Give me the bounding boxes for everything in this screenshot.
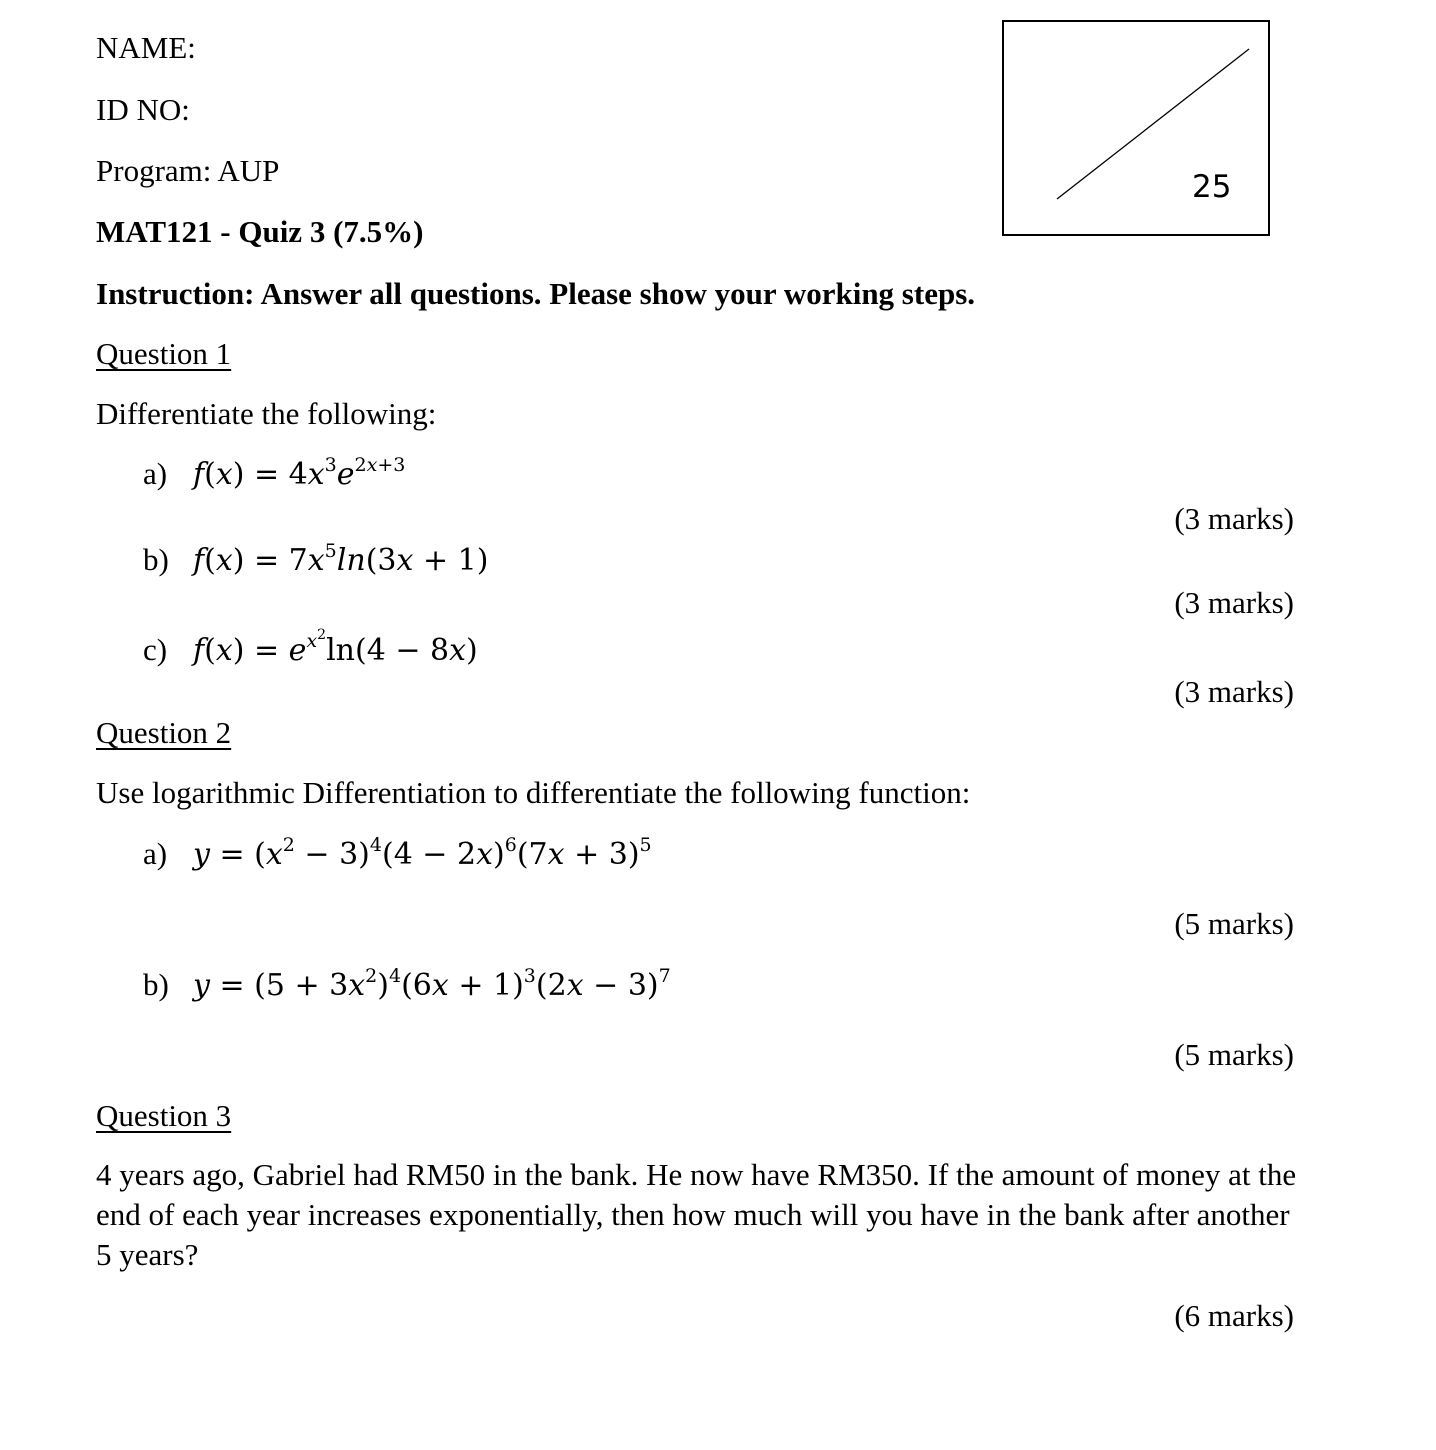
question-3-marks: (6 marks)	[1174, 1298, 1294, 1333]
q1-part-a-expression: $f(x) = 4x^3e^{2x+3}$	[193, 454, 406, 492]
question-2-prompt: Use logarithmic Differentiation to differentiate the following function:	[96, 775, 971, 810]
q2-part-a	[143, 834, 652, 872]
q1-part-a-label: a)	[143, 456, 168, 491]
question-1-prompt: Differentiate the following:	[96, 396, 437, 431]
q1-part-a-marks: (3 marks)	[1174, 501, 1294, 536]
question-3-text: 4 years ago, Gabriel had RM50 in the bank. He now have RM350. If the amount of money at the end of each year increases exponentially, then how much will you have in the bank after another 5 years?	[96, 1157, 1297, 1272]
q2-part-b-expression: $y = (5 + 3x^2)^4(6x + 1)^3(2x - 3)^7$	[193, 965, 671, 1003]
score-total: 25	[1192, 169, 1232, 205]
q2-part-a-marks: (5 marks)	[1174, 906, 1294, 941]
q1-part-c-expression: $f(x) = e^{x^2}\ln(4 - 8x)$	[193, 627, 478, 668]
q1-part-c-label: c)	[143, 632, 168, 667]
id-label: ID NO:	[96, 92, 190, 127]
q1-part-c-marks: (3 marks)	[1174, 674, 1294, 709]
q2-part-b	[143, 965, 671, 1003]
name-label: NAME:	[96, 30, 196, 65]
q1-part-c	[143, 627, 478, 668]
q1-part-b-marks: (3 marks)	[1174, 585, 1294, 620]
score-box	[1002, 20, 1270, 236]
q1-part-b-expression: $f(x) = 7x^5\ln(3x + 1)$	[193, 540, 489, 578]
score-diagonal-line	[1004, 22, 1272, 238]
question-1-heading: Question 1	[96, 336, 232, 371]
q1-part-b	[143, 540, 489, 578]
q1-part-a	[143, 454, 406, 492]
q2-part-a-expression: $y = (x^2 - 3)^4(4 - 2x)^6(7x + 3)^5$	[193, 834, 652, 872]
quiz-title: MAT121 - Quiz 3 (7.5%)	[96, 214, 424, 249]
instruction-text: Instruction: Answer all questions. Please show your working steps.	[96, 276, 976, 311]
q2-part-b-label: b)	[143, 967, 169, 1002]
q2-part-b-marks: (5 marks)	[1174, 1037, 1294, 1072]
program-label: Program: AUP	[96, 153, 280, 188]
q2-part-a-label: a)	[143, 836, 168, 871]
q1-part-b-label: b)	[143, 542, 169, 577]
question-2-heading: Question 2	[96, 715, 232, 750]
question-3-heading: Question 3	[96, 1098, 232, 1133]
